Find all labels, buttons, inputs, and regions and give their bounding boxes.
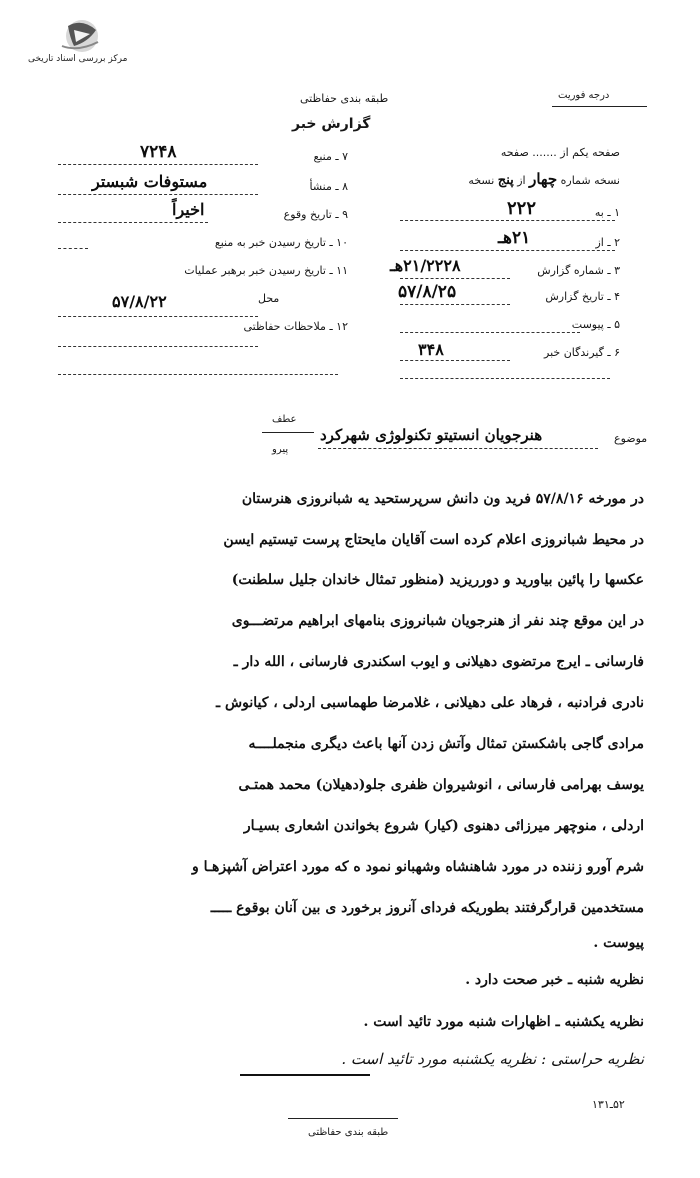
- field-12-label: ۱۲ ـ ملاحظات حفاظتی: [243, 320, 348, 333]
- field-9-value: اخیراً: [172, 200, 205, 219]
- field-10-line: [58, 248, 88, 249]
- subject-label: موضوع: [614, 432, 648, 445]
- field-6-label: ۶ ـ گیرندگان خبر: [544, 346, 620, 359]
- field-7-value: ۷۲۴۸: [140, 142, 177, 162]
- field-12-line-2: [58, 374, 338, 375]
- body-line: شرم آورو زننده در مورد شاهنشاه وشهبانو نمود ه که مورد اعتراض آشپزهـا و: [192, 859, 644, 875]
- body-line: پیوست .: [593, 935, 644, 951]
- priority-underline: [552, 106, 647, 107]
- body-line: مرادی گاجی باشکستن تمثال وآتش زدن آنها باعث دیگری منجملــــه: [248, 736, 644, 752]
- priority-label: درجه فوریت: [558, 90, 610, 101]
- copy-label-post: نسخه: [468, 174, 495, 187]
- field-12-line: [58, 346, 258, 347]
- document-number: ۵۲ـ۱۳۱: [592, 1098, 625, 1111]
- field-1-line: [400, 220, 615, 221]
- body-line: نادری فرادنبه ، فرهاد علی دهیلانی ، غلامرضا طهماسبی اردلی ، کیانوش ـ: [216, 695, 644, 711]
- field-1-value: ۲۲۲: [507, 198, 537, 219]
- page-count-field: صفحه یکم از ....... صفحه: [500, 146, 620, 159]
- copy-mid: از: [517, 174, 526, 187]
- body-line: در مورخه ۵۷/۸/۱۶ فرید ون دانش سرپرستحید یه شبانروزی هنرستان: [241, 491, 644, 507]
- field-3-label: ۳ ـ شماره گزارش: [537, 264, 620, 277]
- subject-line: [318, 448, 598, 449]
- field-9-line: [58, 222, 208, 223]
- field-7-line: [58, 164, 258, 165]
- atf-label: عطف: [272, 414, 297, 425]
- copy-label: نسخه شماره: [560, 174, 620, 187]
- field-8-label: ۸ ـ منشأ: [309, 180, 348, 193]
- field-4-value: ۵۷/۸/۲۵: [398, 282, 457, 302]
- field-6-line: [400, 360, 510, 361]
- atf-peyro-divider: [262, 432, 314, 433]
- classification-header: طبقه بندی حفاظتی: [300, 92, 389, 105]
- field-6-line-2: [400, 378, 610, 379]
- place-label: محل: [258, 292, 280, 305]
- field-5-label: ۵ ـ پیوست: [571, 318, 620, 331]
- body-line: عکسها را پائین بیاورید و دورریزید (منظور تمثال خاندان جلیل سلطنت): [231, 572, 644, 588]
- handwritten-underline: [240, 1074, 370, 1076]
- footer-rule: [288, 1118, 398, 1119]
- body-line: مستخدمین قرارگرفتند بطوریکه فردای آنروز برخورد ی بین آنان بوقوع ـــــ: [210, 900, 644, 916]
- copy-value: چهار: [529, 170, 558, 188]
- classification-footer: طبقه بندی حفاظتی: [308, 1127, 389, 1138]
- report-title: گزارش خبر: [292, 116, 371, 132]
- field-8-value: مستوفات شبستر: [92, 172, 208, 191]
- copy-number-field: [468, 170, 620, 188]
- officer-opinion: نظریه یکشنبه ـ اظهارات شنبه مورد تائید است .: [363, 1014, 644, 1030]
- field-4-label: ۴ ـ تاریخ گزارش: [545, 290, 620, 303]
- field-11-line: [58, 316, 258, 317]
- handwritten-opinion: نظریه حراستی : نظریه یکشنبه مورد تائید است .: [341, 1050, 644, 1068]
- body-line: یوسف بهرامی فارسانی ، انوشیروان ظفری جلو(دهیلان) محمد همتـی: [238, 777, 644, 793]
- field-2-value: ۲۱هـ: [498, 228, 531, 248]
- subject-value: هنرجویان انستیتو تکنولوژی شهرکرد: [320, 426, 543, 444]
- peyro-label: پیرو: [272, 444, 289, 455]
- field-3-line: [400, 278, 510, 279]
- source-opinion: نظریه شنبه ـ خبر صحت دارد .: [465, 972, 644, 988]
- body-line: در این موقع چند نفر از هنرجویان شبانروزی بنامهای ابراهیم مرتضـــوی: [231, 613, 644, 629]
- field-11-label: ۱۱ ـ تاریخ رسیدن خبر برهبر عملیات: [184, 264, 348, 277]
- field-1-label: ۱ ـ به: [594, 206, 620, 219]
- logo-caption: مرکز بررسی اسناد تاریخی: [28, 54, 128, 64]
- field-5-line: [400, 332, 580, 333]
- field-4-line: [400, 304, 510, 305]
- field-2-line: [400, 250, 615, 251]
- field-7-label: ۷ ـ منبع: [313, 150, 348, 163]
- field-9-label: ۹ ـ تاریخ وقوع: [283, 208, 348, 221]
- field-10-label: ۱۰ ـ تاریخ رسیدن خبر به منبع: [214, 236, 348, 249]
- field-2-label: ۲ ـ از: [595, 236, 620, 249]
- body-line: در محیط شبانروزی اعلام کرده است آقایان مایحتاج پرست تیستیم ایسن: [223, 532, 644, 548]
- body-line: فارسانی ـ ایرج مرتضوی دهیلانی و ایوب اسکندری فارسانی ، الله دار ـ: [233, 654, 644, 670]
- field-3-value: ۲۱/۲۲۲۸هـ: [390, 256, 461, 275]
- field-8-line: [58, 194, 258, 195]
- field-6-value: ۳۴۸: [418, 340, 444, 359]
- copy-of-value: پنج: [497, 173, 514, 188]
- body-line: اردلی ، منوچهر میرزائی دهنوی (کیار) شروع بخواندن اشعاری بسیـار: [243, 818, 644, 834]
- field-11-value: ۵۷/۸/۲۲: [112, 292, 167, 311]
